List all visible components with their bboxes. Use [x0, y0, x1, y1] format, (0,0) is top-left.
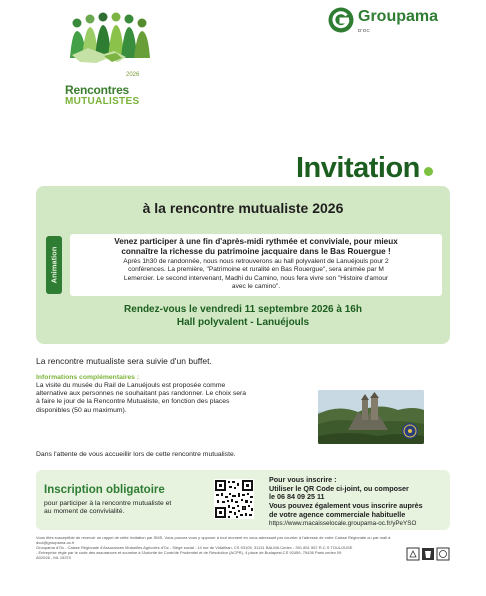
- invitation-heading: Invitation: [296, 152, 420, 184]
- people-group-handshake-icon: [60, 10, 160, 76]
- brand-region: D'OC: [358, 28, 371, 33]
- info-body: [36, 382, 304, 415]
- registration-title: Inscription obligatoire: [44, 484, 165, 496]
- legal-email: dcoi@groupama-oc.fr: [36, 540, 75, 545]
- animation-body-line: avec le camino".: [231, 282, 281, 290]
- groupama-brand: [328, 6, 448, 40]
- legal-line: Vous êtes susceptible de recevoir un rappel de cette invitation par SMS. Vous pouvez vous y opposer à tout moment en vous adressant par courrier à l'adresse de votre Caisse Régionale ou par mail à: [36, 535, 391, 540]
- invitation-panel: [36, 186, 450, 344]
- info-title: Informations complémentaires :: [36, 374, 140, 381]
- registration-panel: [36, 470, 450, 530]
- registration-heading: Pour vous inscrire :: [269, 475, 337, 484]
- logo-subtitle: MUTUALISTES: [65, 96, 140, 107]
- animation-body: [76, 258, 436, 291]
- info-line: alternative aux personnes ne souhaitant pas randonner. Le choix sera: [36, 390, 247, 398]
- invitation-title: à la rencontre mutualiste 2026: [142, 200, 344, 216]
- logo-year: 2026: [126, 72, 140, 78]
- rendezvous-date: Rendez-vous le vendredi 11 septembre 2026 à 16h: [124, 304, 362, 315]
- animation-tab: [46, 236, 62, 294]
- legal-line: A02026 - ML 15370: [36, 555, 71, 560]
- info-line: à faire le jour de la Rencontre Mutualiste, en fonction des places: [36, 398, 230, 406]
- animation-body-line: Lemercier. Le second intervenant, Madhi du Camino, nous fera vivre son "Histoire d'amour: [123, 274, 389, 282]
- event-logo: [60, 10, 160, 107]
- registration-qr-instruction: Utiliser le QR Code ci-joint, ou composer: [269, 483, 409, 493]
- animation-tab-label: Animation: [49, 246, 59, 284]
- logo-title: Rencontres: [65, 83, 130, 97]
- animation-body-line: conférences. La première, "Patrimoine et ruralité en Bas Rouergue", sera animée par M: [128, 266, 384, 274]
- animation-body-line: Après 1h30 de randonnée, nous nous retrouverons au hall polyvalent de Lanuéjouls pour 2: [123, 258, 389, 265]
- buffet-note: La rencontre mutualiste sera suivie d'un buffet.: [36, 356, 212, 366]
- castle-landscape-photo: [318, 390, 424, 444]
- recycling-labels-icon: [406, 547, 450, 561]
- closing-message: Dans l'attente de vous accueillir lors de cette rencontre mutualiste.: [36, 451, 236, 458]
- registration-agency-line: Vous pouvez également vous inscrire auprès: [269, 501, 423, 511]
- legal-notice: [36, 535, 420, 560]
- registration-subtitle: au moment de convivialité.: [44, 508, 125, 515]
- registration-details: [269, 476, 445, 528]
- qr-code-icon[interactable]: [214, 479, 254, 519]
- brand-name: Groupama: [358, 8, 439, 25]
- rendezvous-place: Hall polyvalent - Lanuéjouls: [176, 317, 310, 328]
- info-line: La visite du musée du Rail de Lanuéjouls est proposée comme: [36, 382, 226, 389]
- groupama-g-logo-icon: [328, 7, 354, 33]
- animation-description: [70, 234, 442, 296]
- registration-subtitle: pour participer à la rencontre mutualiste et: [44, 500, 172, 507]
- legal-line: - Entreprise régie par le code des assurances et soumise à l'Autorité de Contrôle Prudentiel et de Résolution (ACPR), 4 place de Budapest,CS 92459, 75436 Paris cedex 09: [36, 550, 342, 555]
- registration-agency-line: de votre agence commerciale habituelle: [269, 509, 406, 519]
- animation-lead-line: Venez participer à une fin d'après-midi rythmée et conviviale, pour mieux: [114, 237, 398, 246]
- legal-line: Groupama d'Oc - Caisse Régionale d'Assurances Mutuelles Agricoles d'Oc - Siège social : 14 rue de Vidailhan, CS 93105, 31131 BALMA Cedex - 391 851 557 R.C.S TOULOUSE: [36, 545, 353, 550]
- registration-url-link[interactable]: https://www.macaisselocale.groupama-oc.fr/yPeYSO: [269, 519, 417, 527]
- green-dot-icon: [424, 167, 433, 176]
- registration-phone[interactable]: le 06 84 09 25 11: [269, 492, 325, 502]
- animation-lead-line: connaître la richesse du patrimoine jacquaire dans le Bas Rouergue !: [121, 247, 391, 256]
- info-line: disponibles (50 au maximum).: [36, 406, 127, 414]
